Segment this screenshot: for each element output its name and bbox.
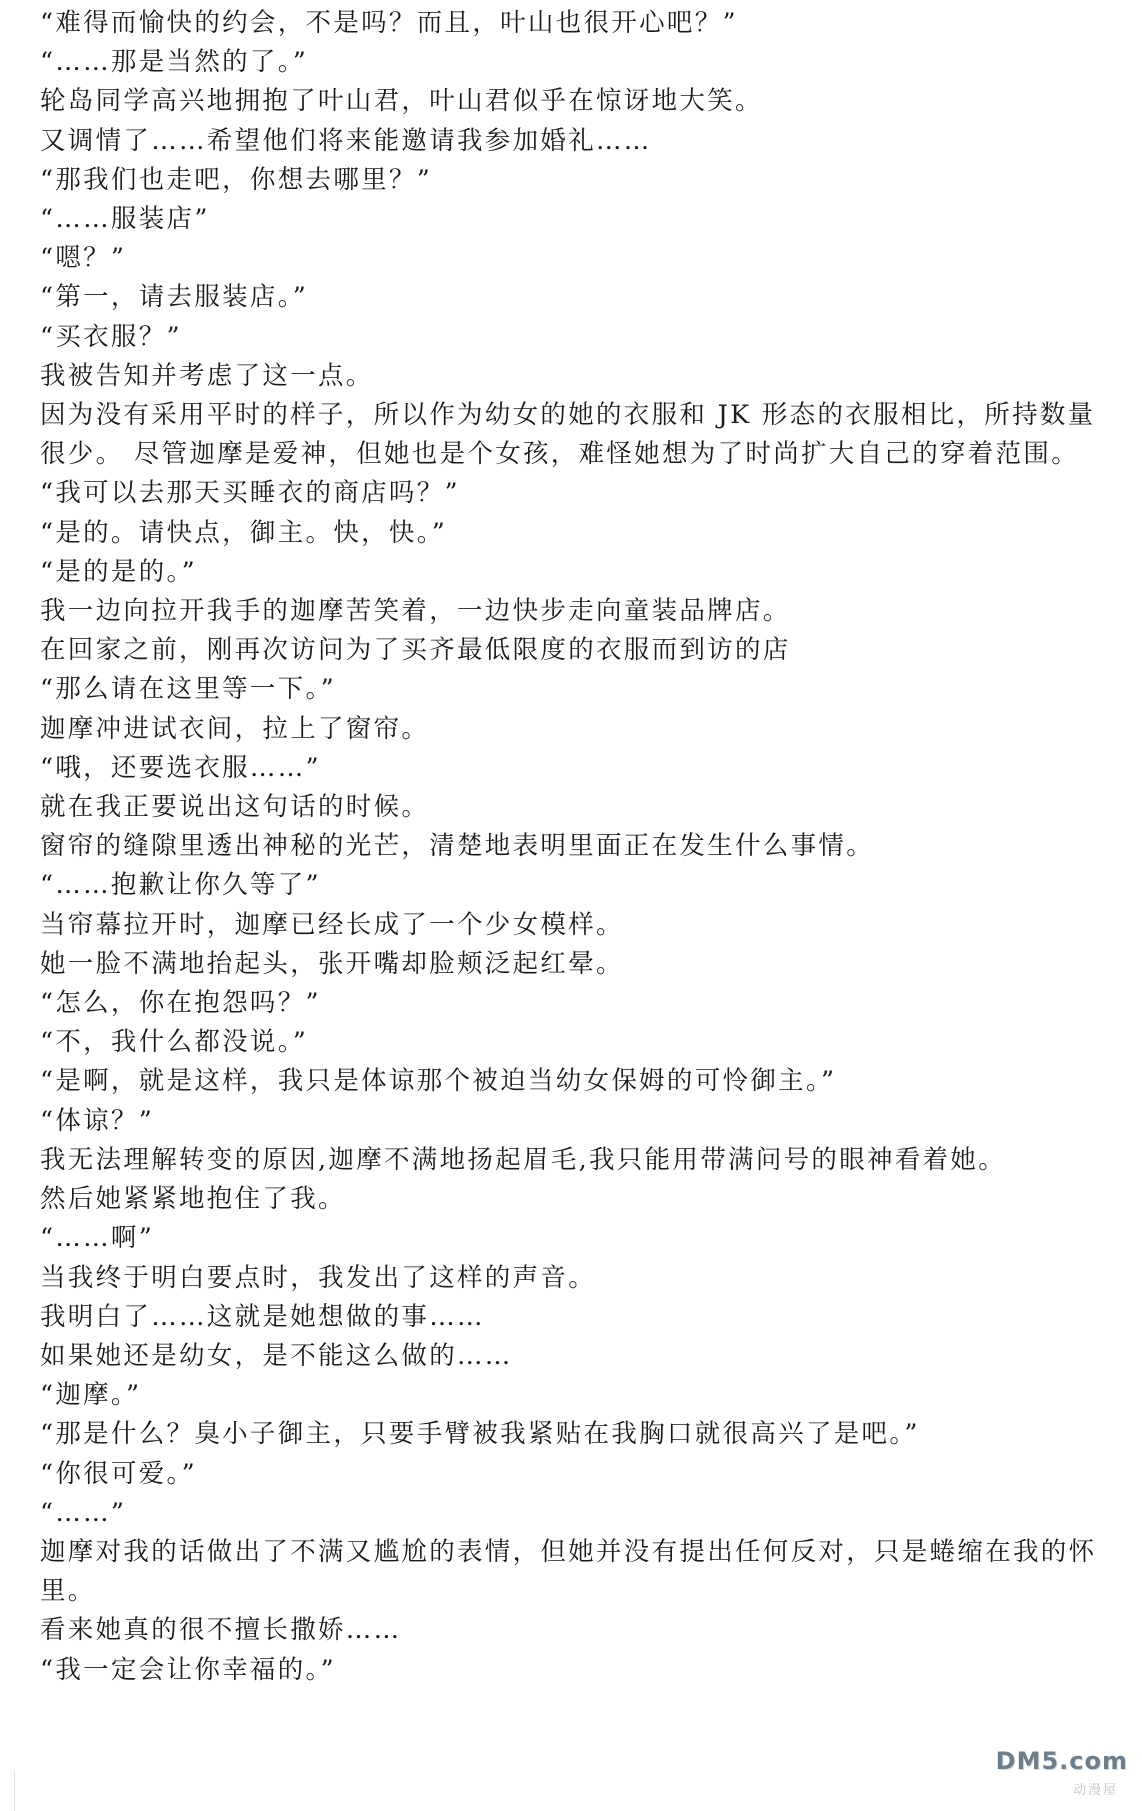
text-paragraph: “是啊，就是这样，我只是体谅那个被迫当幼女保姆的可怜御主。” bbox=[40, 1066, 837, 1097]
text-paragraph: “体谅？” bbox=[40, 1105, 155, 1136]
text-paragraph: “哦，还要选衣服……” bbox=[40, 752, 321, 783]
text-paragraph: 当我终于明白要点时，我发出了这样的声音。 bbox=[40, 1262, 597, 1293]
text-paragraph: 迦摩冲进试衣间，拉上了窗帘。 bbox=[40, 713, 430, 744]
text-paragraph: “我可以去那天买睡衣的商店吗？” bbox=[40, 478, 460, 509]
text-paragraph: 窗帘的缝隙里透出神秘的光芒，清楚地表明里面正在发生什么事情。 bbox=[40, 831, 875, 862]
watermark-subtitle: 动漫屋 bbox=[1072, 1783, 1118, 1798]
text-paragraph: “那我们也走吧，你想去哪里？” bbox=[40, 164, 433, 195]
text-paragraph: 我一边向拉开我手的迦摩苦笑着，一边快步走向童装品牌店。 bbox=[40, 596, 791, 627]
text-paragraph: “我一定会让你幸福的。” bbox=[40, 1654, 336, 1685]
text-paragraph: “不，我什么都没说。” bbox=[40, 1027, 309, 1058]
text-paragraph: “……啊” bbox=[40, 1223, 155, 1254]
text-paragraph: 我明白了……这就是她想做的事…… bbox=[40, 1301, 485, 1332]
text-paragraph: 我被告知并考虑了这一点。 bbox=[40, 360, 374, 391]
text-paragraph: 就在我正要说出这句话的时候。 bbox=[40, 792, 430, 823]
text-paragraph: 迦摩对我的话做出了不满又尴尬的表情，但她并没有提出任何反对，只是蜷缩在我的怀里。 bbox=[40, 1536, 1097, 1607]
text-paragraph: “……” bbox=[40, 1497, 127, 1528]
text-paragraph: “……服装店” bbox=[40, 204, 210, 235]
text-paragraph: 看来她真的很不擅长撒娇…… bbox=[40, 1615, 402, 1646]
text-paragraph: 轮岛同学高兴地拥抱了叶山君，叶山君似乎在惊讶地大笑。 bbox=[40, 86, 763, 117]
text-paragraph: 当帘幕拉开时，迦摩已经长成了一个少女模样。 bbox=[40, 909, 624, 940]
text-paragraph: “第一，请去服装店。” bbox=[40, 282, 309, 313]
page-edge-divider bbox=[14, 1771, 15, 1811]
text-paragraph: “是的是的。” bbox=[40, 556, 197, 587]
text-paragraph: “迦摩。” bbox=[40, 1380, 142, 1411]
text-paragraph: “那是什么？臭小子御主，只要手臂被我紧贴在我胸口就很高兴了是吧。” bbox=[40, 1419, 920, 1450]
text-paragraph: “买衣服？” bbox=[40, 321, 182, 352]
text-paragraph: “难得而愉快的约会，不是吗？而且，叶山也很开心吧？” bbox=[40, 8, 738, 38]
text-paragraph: “……抱歉让你久等了” bbox=[40, 870, 321, 901]
text-paragraph: “是的。请快点，御主。快，快。” bbox=[40, 517, 448, 548]
text-paragraph: 她一脸不满地抬起头，张开嘴却脸颊泛起红晕。 bbox=[40, 948, 624, 979]
watermark bbox=[978, 1741, 1128, 1801]
document-page bbox=[40, 0, 1110, 1690]
text-paragraph: 因为没有采用平时的样子，所以作为幼女的她的衣服和 JK 形态的衣服相比，所持数量很少。 尽管迦摩是爱神，但她也是个女孩，难怪她想为了时尚扩大自己的穿着范围。 bbox=[40, 400, 1096, 470]
text-paragraph: 然后她紧紧地抱住了我。 bbox=[40, 1184, 346, 1215]
text-paragraph: “你很可爱。” bbox=[40, 1458, 197, 1489]
text-paragraph: 如果她还是幼女，是不能这么做的…… bbox=[40, 1340, 513, 1371]
text-paragraph: “……那是当然的了。” bbox=[40, 47, 309, 78]
text-paragraph: 我无法理解转变的原因,迦摩不满地扬起眉毛,我只能用带满问号的眼神看着她。 bbox=[40, 1144, 1007, 1175]
text-paragraph: 在回家之前，刚再次访问为了买齐最低限度的衣服而到访的店 bbox=[40, 635, 791, 666]
text-paragraph: 又调情了……希望他们将来能邀请我参加婚礼…… bbox=[40, 125, 652, 156]
text-paragraph: “嗯？” bbox=[40, 243, 127, 274]
text-paragraph: “那么请在这里等一下。” bbox=[40, 674, 336, 705]
text-paragraph: “怎么，你在抱怨吗？” bbox=[40, 988, 321, 1019]
watermark-logo: DM5.com bbox=[995, 1747, 1128, 1775]
